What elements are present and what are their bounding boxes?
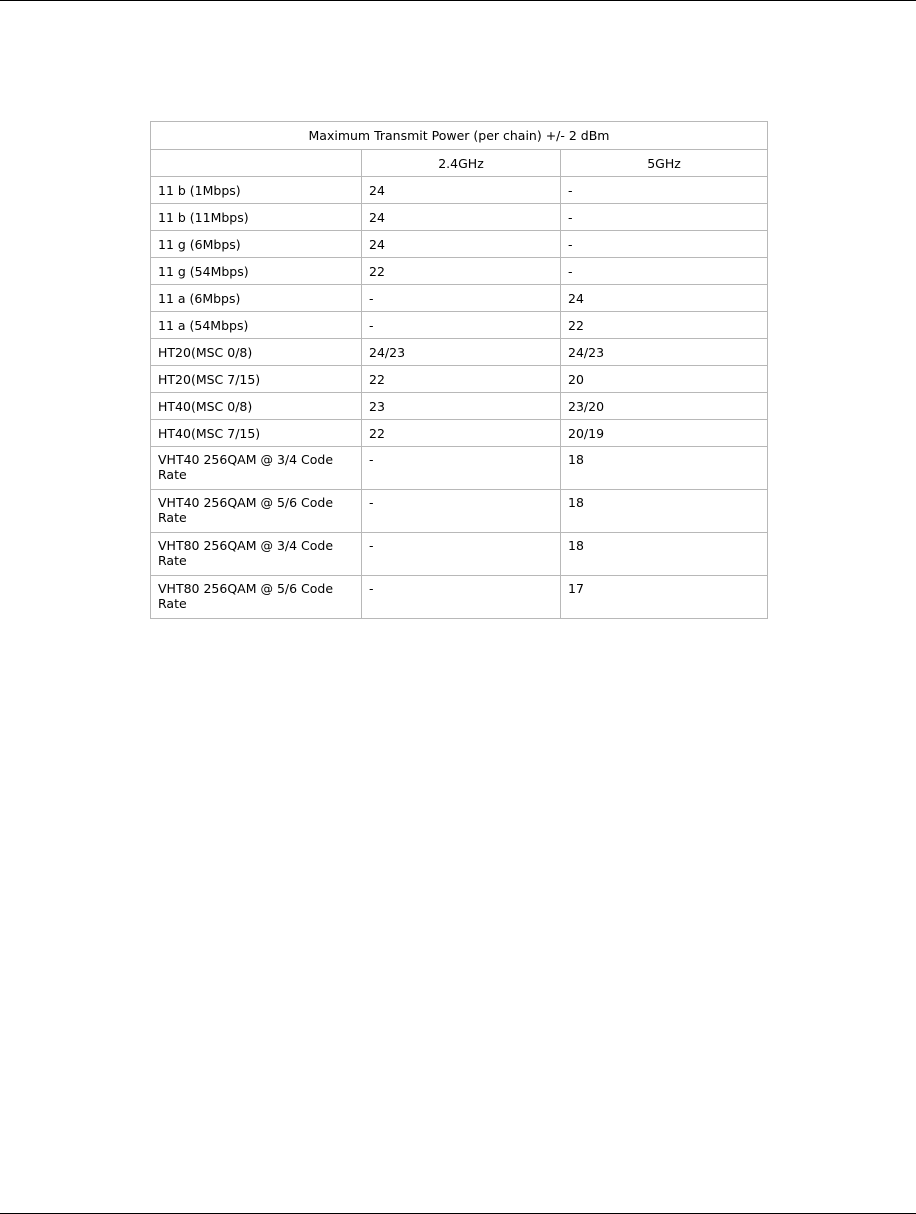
cell-5ghz: - bbox=[561, 258, 768, 285]
cell-mode: VHT40 256QAM @ 5/6 Code Rate bbox=[151, 490, 362, 533]
cell-mode: 11 g (54Mbps) bbox=[151, 258, 362, 285]
table-row bbox=[151, 420, 768, 447]
table-header-row bbox=[151, 150, 768, 177]
cell-mode: VHT80 256QAM @ 5/6 Code Rate bbox=[151, 576, 362, 619]
table-row bbox=[151, 393, 768, 420]
cell-mode: VHT40 256QAM @ 3/4 Code Rate bbox=[151, 447, 362, 490]
cell-2-4ghz: 24/23 bbox=[362, 339, 561, 366]
cell-2-4ghz: 22 bbox=[362, 258, 561, 285]
table-row bbox=[151, 447, 768, 490]
table-row bbox=[151, 576, 768, 619]
header-5ghz: 5GHz bbox=[561, 150, 768, 177]
table-row bbox=[151, 177, 768, 204]
cell-5ghz: 24 bbox=[561, 285, 768, 312]
table-title-row bbox=[151, 122, 768, 150]
cell-5ghz: 20/19 bbox=[561, 420, 768, 447]
cell-2-4ghz: - bbox=[362, 285, 561, 312]
cell-5ghz: 18 bbox=[561, 447, 768, 490]
transmit-power-table bbox=[150, 121, 768, 619]
table-row bbox=[151, 312, 768, 339]
cell-5ghz: 20 bbox=[561, 366, 768, 393]
cell-2-4ghz: 22 bbox=[362, 420, 561, 447]
cell-5ghz: - bbox=[561, 177, 768, 204]
table-row bbox=[151, 339, 768, 366]
cell-mode: VHT80 256QAM @ 3/4 Code Rate bbox=[151, 533, 362, 576]
cell-2-4ghz: - bbox=[362, 576, 561, 619]
cell-mode: 11 a (54Mbps) bbox=[151, 312, 362, 339]
cell-5ghz: 17 bbox=[561, 576, 768, 619]
header-2-4ghz: 2.4GHz bbox=[362, 150, 561, 177]
cell-2-4ghz: 22 bbox=[362, 366, 561, 393]
cell-mode: 11 a (6Mbps) bbox=[151, 285, 362, 312]
page-top-rule bbox=[0, 0, 916, 1]
table-row bbox=[151, 533, 768, 576]
table-title: Maximum Transmit Power (per chain) +/- 2 dBm bbox=[151, 122, 768, 150]
header-mode bbox=[151, 150, 362, 177]
cell-mode: HT40(MSC 0/8) bbox=[151, 393, 362, 420]
table-row bbox=[151, 366, 768, 393]
table-row bbox=[151, 490, 768, 533]
cell-2-4ghz: 24 bbox=[362, 177, 561, 204]
cell-5ghz: 18 bbox=[561, 533, 768, 576]
cell-5ghz: - bbox=[561, 231, 768, 258]
cell-5ghz: 24/23 bbox=[561, 339, 768, 366]
cell-mode: HT20(MSC 0/8) bbox=[151, 339, 362, 366]
cell-2-4ghz: 24 bbox=[362, 231, 561, 258]
cell-2-4ghz: 23 bbox=[362, 393, 561, 420]
cell-5ghz: 22 bbox=[561, 312, 768, 339]
cell-5ghz: 18 bbox=[561, 490, 768, 533]
table-row bbox=[151, 204, 768, 231]
table-row bbox=[151, 258, 768, 285]
cell-mode: 11 g (6Mbps) bbox=[151, 231, 362, 258]
table-row bbox=[151, 231, 768, 258]
table-row bbox=[151, 285, 768, 312]
cell-2-4ghz: - bbox=[362, 447, 561, 490]
cell-mode: HT20(MSC 7/15) bbox=[151, 366, 362, 393]
cell-2-4ghz: 24 bbox=[362, 204, 561, 231]
cell-2-4ghz: - bbox=[362, 533, 561, 576]
cell-5ghz: 23/20 bbox=[561, 393, 768, 420]
cell-mode: HT40(MSC 7/15) bbox=[151, 420, 362, 447]
cell-mode: 11 b (11Mbps) bbox=[151, 204, 362, 231]
cell-2-4ghz: - bbox=[362, 312, 561, 339]
cell-mode: 11 b (1Mbps) bbox=[151, 177, 362, 204]
cell-2-4ghz: - bbox=[362, 490, 561, 533]
cell-5ghz: - bbox=[561, 204, 768, 231]
